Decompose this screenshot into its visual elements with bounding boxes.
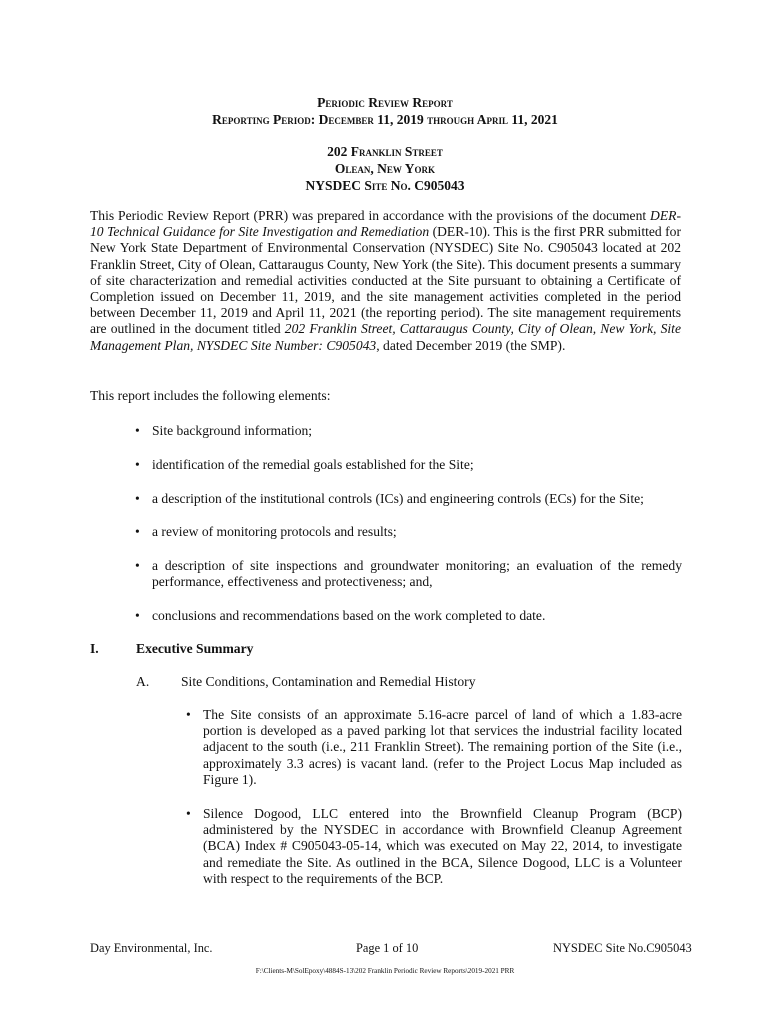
list-item — [135, 558, 682, 590]
bullet-icon: • — [135, 558, 140, 573]
list-item-text: conclusions and recommendations based on the work completed to date. — [152, 608, 546, 623]
site-street: 202 Franklin Street — [327, 144, 443, 159]
bullet-icon: • — [135, 524, 140, 539]
list-item — [186, 806, 682, 887]
subsection-title: Site Conditions, Contamination and Remedial History — [181, 674, 476, 689]
list-item-text: Silence Dogood, LLC entered into the Brownfield Cleanup Program (BCP) administered by the NYSDEC in accordance with Brownfield Cleanup Agreement (BCA) Index # C905043-05-14, which was executed on May 22, 2014, to investigate and remediate the Site. As outlined in the BCA, Silence Dogood, LLC is a Volunteer with respect to the requirements of the BCP. — [203, 806, 682, 886]
site-city: Olean, New York — [334, 161, 436, 176]
list-item-text: identification of the remedial goals established for the Site; — [152, 457, 474, 472]
intro-text-2: (DER-10). This is the first PRR submitted for New York State Department of Environmental Conservation (NYSDEC) Site No. C905043 located at 202 Franklin Street, City of Olean, Cattaraugus County, New York (the Site). This document presents a summary of site characterization and remedial activities conducted at the Site pursuant to obtaining a Certificate of Completion issued on December 11, 2019, and the site management activities completed in the period between December 11, 2019 and April 11, 2021 (the reporting period). The site management requirements are outlined in the document titled — [90, 224, 681, 337]
bullet-icon: • — [186, 806, 191, 821]
intro-paragraph — [90, 208, 681, 354]
list-item-text: a review of monitoring protocols and results; — [152, 524, 397, 539]
footer-file-path: F:\Clients-M\SolEpoxy\4884S-13\202 Franklin Periodic Review Reports\2019-2021 PRR — [255, 967, 515, 975]
list-item — [135, 524, 682, 540]
list-item — [135, 491, 682, 507]
list-item-text: a description of site inspections and groundwater monitoring; an evaluation of the remedy performance, effectiveness and protectiveness; and, — [152, 558, 682, 590]
intro-der10-title: DER-10 Technical Guidance for Site Investigation and Remediation — [90, 208, 681, 240]
report-title: Periodic Review Report — [317, 95, 453, 110]
subsection-letter: A. — [136, 674, 150, 689]
section-number: I. — [90, 641, 99, 656]
bullet-icon: • — [135, 423, 140, 438]
site-number: NYSDEC Site No. C905043 — [305, 178, 465, 193]
bullet-icon: • — [135, 608, 140, 623]
reporting-period: Reporting Period: December 11, 2019 through April 11, 2021 — [212, 112, 558, 127]
bullet-icon: • — [135, 491, 140, 506]
intro-text-3: , dated December 2019 (the SMP). — [376, 337, 566, 353]
intro-smp-title: 202 Franklin Street, Cattaraugus County, City of Olean, New York, Site Management Plan, NYSDEC Site Number: C905043 — [90, 321, 681, 353]
report-title-block — [0, 94, 770, 128]
footer-page-number: Page 1 of 10 — [356, 941, 419, 955]
footer-company: Day Environmental, Inc. — [90, 941, 213, 955]
footer-site-number: NYSDEC Site No.C905043 — [553, 941, 692, 955]
list-item — [135, 457, 682, 473]
elements-intro: This report includes the following elements: — [90, 388, 331, 403]
list-item-text: Site background information; — [152, 423, 313, 438]
section-title: Executive Summary — [136, 641, 254, 656]
list-item-text: The Site consists of an approximate 5.16-acre parcel of land of which a 1.83-acre portion is developed as a paved parking lot that services the industrial facility located adjacent to the south (i.e., 211 Franklin Street). The remaining portion of the Site (i.e., approximately 3.3 acres) is vacant land. (refer to the Project Locus Map included as Figure 1). — [203, 707, 682, 787]
bullet-icon: • — [186, 707, 191, 722]
list-item-text: a description of the institutional controls (ICs) and engineering controls (ECs) for the Site; — [152, 491, 644, 506]
list-item — [135, 608, 682, 624]
intro-text-1: This Periodic Review Report (PRR) was prepared in accordance with the provisions of the document — [90, 208, 651, 223]
site-title-block — [0, 143, 770, 194]
list-item — [186, 707, 682, 788]
list-item — [135, 423, 682, 439]
bullet-icon: • — [135, 457, 140, 472]
